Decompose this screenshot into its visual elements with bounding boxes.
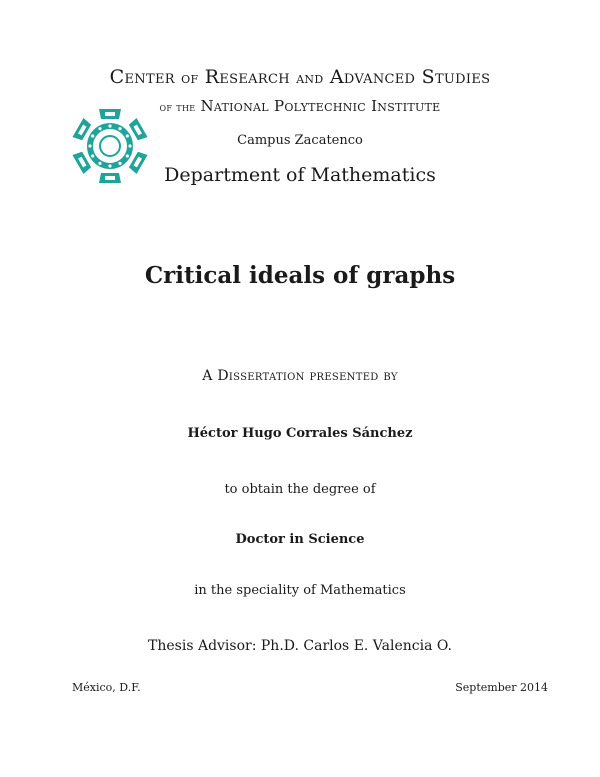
logo-dot [98, 127, 101, 130]
campus-name: Campus Zacatenco [237, 133, 363, 148]
inst-word-center: Center [109, 66, 175, 88]
logo-dot [118, 127, 121, 130]
institution-line-1 [0, 66, 600, 88]
thesis-title: Critical ideals of graphs [144, 262, 456, 289]
inst-word-of-the: of the [159, 100, 196, 114]
author-name: Héctor Hugo Corrales Sánchez [187, 426, 413, 441]
logo-dot [126, 154, 129, 157]
logo-dot [108, 124, 111, 127]
thesis-advisor: Thesis Advisor: Ph.D. Carlos E. Valencia O. [148, 638, 452, 654]
footer-place: México, D.F. [72, 681, 141, 694]
footer-date: September 2014 [455, 681, 548, 694]
presented-by-label: A Dissertation presented by [202, 368, 398, 384]
inst-word-research: Research [204, 66, 290, 88]
inst-word-and: and [296, 68, 324, 87]
institution-line-2 [0, 97, 600, 115]
degree-name: Doctor in Science [235, 532, 365, 547]
obtain-degree-text: to obtain the degree of [224, 482, 376, 497]
inst-name-npi: National Polytechnic Institute [200, 97, 441, 115]
logo-dot [91, 154, 94, 157]
inst-word-advanced: Advanced [329, 66, 416, 88]
speciality-text: in the speciality of Mathematics [194, 583, 406, 598]
inst-word-of: of [181, 68, 199, 87]
department-name: Department of Mathematics [164, 164, 436, 186]
inst-word-studies: Studies [421, 66, 491, 88]
